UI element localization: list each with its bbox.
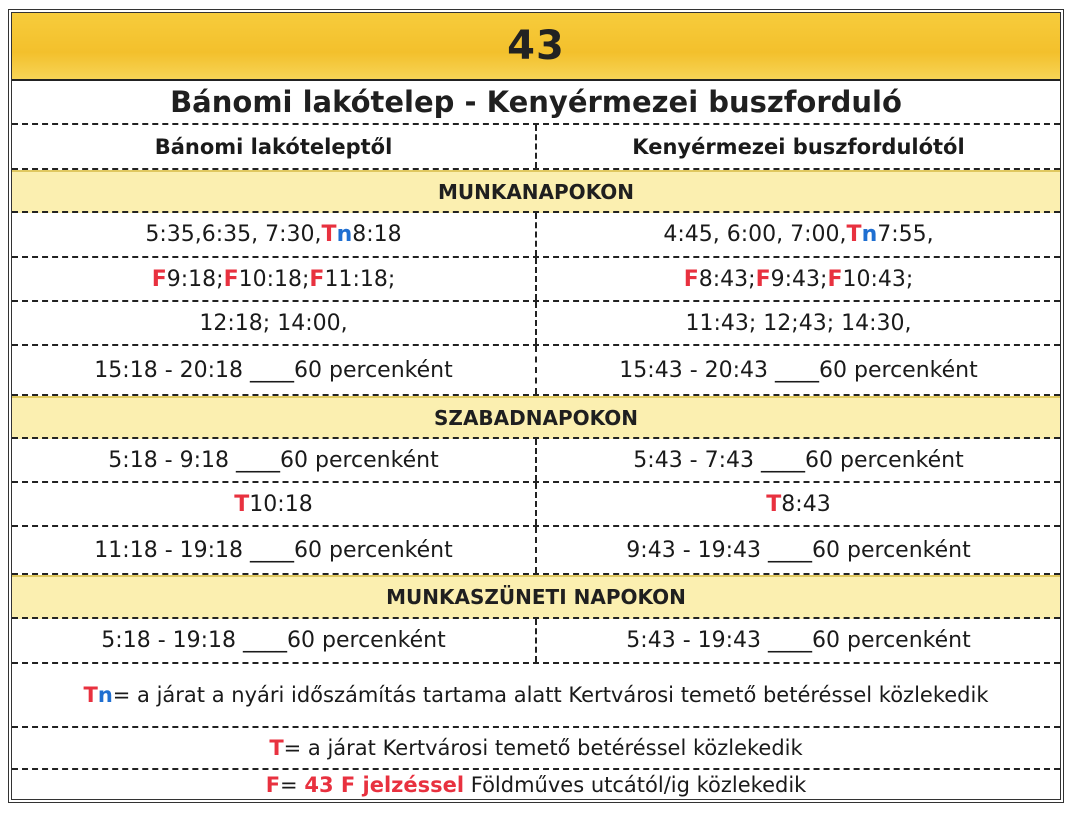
section-label: MUNKASZÜNETI NAPOKON xyxy=(386,585,686,609)
departure-cell: 9:43 - 19:43 ____60 percenként xyxy=(626,537,971,563)
departure-time: 7:55, xyxy=(877,222,934,247)
table-row xyxy=(12,619,1060,664)
legend-description: = a járat Kertvárosi temető betéréssel közlekedik xyxy=(283,736,803,760)
marker-f: F xyxy=(223,266,239,292)
column-headers xyxy=(12,125,1060,170)
column-header-left: Bánomi lakóteleptől xyxy=(12,125,537,168)
column-header-right: Kenyérmezei buszfordulótól xyxy=(632,134,965,159)
departure-cell: 11:43; 12;43; 14:30, xyxy=(685,310,912,336)
table-row xyxy=(12,346,1060,396)
departure-cell xyxy=(537,258,1060,300)
departure-cell xyxy=(12,483,537,525)
marker-f: F xyxy=(683,266,699,292)
timetable xyxy=(8,9,1064,803)
departure-time: 10:43; xyxy=(842,266,914,292)
legend-tn xyxy=(12,664,1060,728)
departure-time: 10:18; xyxy=(238,266,310,292)
departure-cell xyxy=(537,483,1060,525)
section-header-freedays xyxy=(12,396,1060,439)
route-title: Bánomi lakótelep - Kenyérmezei buszforduló xyxy=(170,85,902,119)
departure-times: 4:45, 6:00, 7:00, xyxy=(663,222,847,247)
table-row xyxy=(12,213,1060,258)
marker-t: T xyxy=(234,491,250,517)
marker-f: F xyxy=(151,266,167,292)
route-number-bar xyxy=(12,13,1060,81)
legend-description: Földműves utcától/ig közlekedik xyxy=(464,772,807,797)
departure-time: 8:18 xyxy=(352,222,402,247)
departure-time: 11:18; xyxy=(324,266,396,292)
table-row xyxy=(12,527,1060,575)
marker-n: n xyxy=(97,683,113,707)
marker-f: F xyxy=(309,266,325,292)
departure-cell: 5:43 - 19:43 ____60 percenként xyxy=(626,628,971,653)
departure-time: 8:43 xyxy=(781,491,831,517)
section-header-holidays xyxy=(12,575,1060,619)
table-row xyxy=(12,302,1060,346)
departure-cell xyxy=(537,213,1060,256)
departure-times: 5:35,6:35, 7:30, xyxy=(145,222,322,247)
legend-t-text xyxy=(269,736,802,760)
departure-cell xyxy=(12,213,537,256)
legend-t xyxy=(12,728,1060,770)
table-row xyxy=(12,439,1060,483)
departure-cell: 5:18 - 9:18 ____60 percenként xyxy=(12,439,537,481)
legend-route-code: 43 F jelzéssel xyxy=(304,772,465,797)
departure-time: 9:43; xyxy=(770,266,828,292)
table-row xyxy=(12,483,1060,527)
departure-time: 9:18; xyxy=(166,266,224,292)
departure-cell xyxy=(12,258,537,300)
departure-cell: 5:43 - 7:43 ____60 percenként xyxy=(633,447,964,473)
marker-f: F xyxy=(827,266,843,292)
marker-n: n xyxy=(336,222,353,247)
marker-t: T xyxy=(269,736,284,760)
legend-equals: = xyxy=(280,772,305,797)
table-row xyxy=(12,258,1060,302)
departure-cell: 15:43 - 20:43 ____60 percenként xyxy=(619,357,978,383)
departure-cell: 11:18 - 19:18 ____60 percenként xyxy=(12,527,537,573)
section-label: SZABADNAPOKON xyxy=(434,405,638,430)
marker-t: T xyxy=(83,683,98,707)
marker-f: F xyxy=(755,266,771,292)
legend-f-text xyxy=(266,773,807,797)
marker-t: T xyxy=(846,222,862,247)
route-number: 43 xyxy=(507,23,565,69)
legend-tn-text xyxy=(84,683,989,707)
departure-cell: 12:18; 14:00, xyxy=(12,302,537,344)
marker-t: T xyxy=(766,491,782,517)
route-title-row xyxy=(12,81,1060,125)
section-header-workdays xyxy=(12,170,1060,213)
departure-cell: 15:18 - 20:18 ____60 percenként xyxy=(12,346,537,394)
section-label: MUNKANAPOKON xyxy=(437,179,635,204)
departure-time: 8:43; xyxy=(698,266,756,292)
departure-time: 10:18 xyxy=(249,491,313,517)
marker-f: F xyxy=(265,772,281,797)
departure-cell: 5:18 - 19:18 ____60 percenként xyxy=(12,619,537,662)
legend-description: = a járat a nyári időszámítás tartama alatt Kertvárosi temető betéréssel közlekedik xyxy=(112,683,989,707)
marker-n: n xyxy=(861,222,878,247)
legend-f xyxy=(12,770,1060,799)
marker-t: T xyxy=(321,222,337,247)
